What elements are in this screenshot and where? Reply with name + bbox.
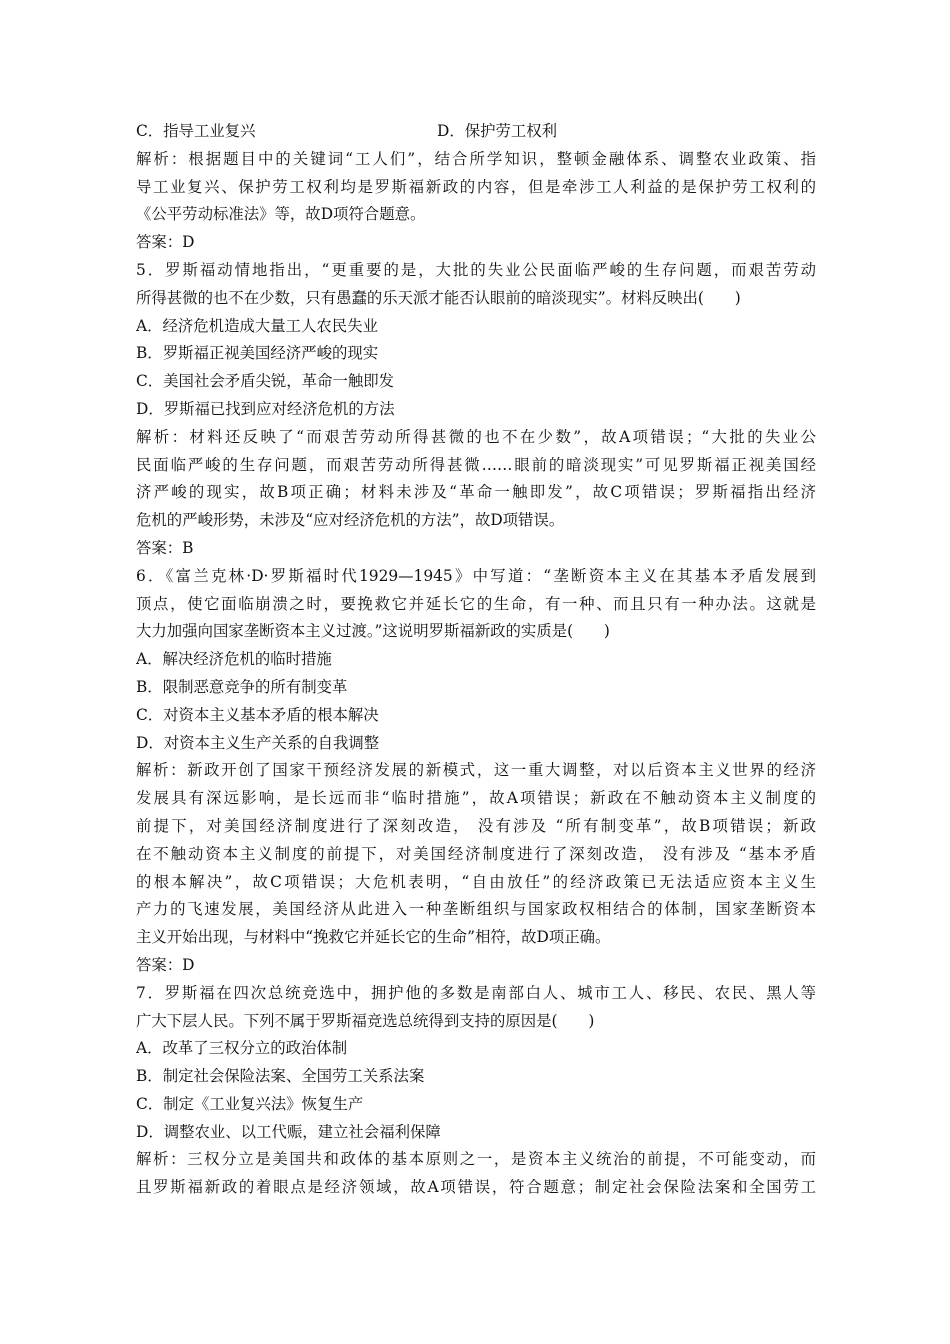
answer-line: 答案：D	[136, 955, 195, 974]
analysis-line: 前提下，对美国经济制度进行了深刻改造， 没有涉及 “所有制变革”，故B项错误；新政	[136, 816, 816, 835]
question-line: 7．罗斯福在四次总统竞选中，拥护他的多数是南部白人、城市工人、移民、农民、黑人等	[136, 983, 816, 1002]
option-a: A．解决经济危机的临时措施	[136, 650, 332, 669]
option-d: D．保护劳工权利	[437, 122, 558, 140]
analysis-line: 《公平劳动标准法》等，故D项符合题意。	[136, 205, 426, 224]
question-line: 大力加强向国家垄断资本主义过渡。”这说明罗斯福新政的实质是( )	[136, 622, 610, 641]
option-a: A．改革了三权分立的政治体制	[136, 1039, 348, 1058]
analysis-line: 解析：三权分立是美国共和政体的基本原则之一，是资本主义统治的前提，不可能变动，而	[136, 1150, 816, 1169]
option-row	[136, 118, 816, 146]
option-b: B．限制恶意竞争的所有制变革	[136, 677, 348, 696]
analysis-line: 导工业复兴、保护劳工权利均是罗斯福新政的内容，但是牵涉工人利益的是保护劳工权利的	[136, 177, 816, 196]
answer-line: 答案：B	[136, 538, 194, 557]
analysis-line: 解析：根据题目中的关键词“工人们”，结合所学知识，整顿金融体系、调整农业政策、指	[136, 149, 816, 168]
question-line: 所得甚微的也不在少数，只有愚蠢的乐天派才能否认眼前的暗淡现实”。材料反映出( )	[136, 288, 741, 307]
answer-line: 答案：D	[136, 233, 195, 252]
option-c: C．对资本主义基本矛盾的根本解决	[136, 705, 379, 724]
analysis-line: 民面临严峻的生存问题，而艰苦劳动所得甚微……眼前的暗淡现实”可见罗斯福正视美国经	[136, 455, 816, 474]
analysis-line: 解析：新政开创了国家干预经济发展的新模式，这一重大调整，对以后资本主义世界的经济	[136, 761, 816, 780]
analysis-line: 在不触动资本主义制度的前提下，对美国经济制度进行了深刻改造， 没有涉及 “基本矛盾	[136, 844, 816, 863]
option-b: B．罗斯福正视美国经济严峻的现实	[136, 344, 379, 363]
analysis-line: 产力的飞速发展，美国经济从此进入一种垄断组织与国家政权相结合的体制，国家垄断资本	[136, 900, 816, 919]
analysis-line: 发展具有深远影响，是长远而非“临时措施”，故A项错误；新政在不触动资本主义制度的	[136, 789, 816, 808]
analysis-line: 且罗斯福新政的着眼点是经济领域，故A项错误，符合题意；制定社会保险法案和全国劳工	[136, 1178, 816, 1197]
option-a: A．经济危机造成大量工人农民失业	[136, 316, 378, 335]
analysis-line: 主义开始出现，与材料中“挽救它并延长它的生命”相符，故D项正确。	[136, 928, 611, 947]
analysis-line: 的根本解决”，故C项错误；大危机表明，“自由放任”的经济政策已无法适应资本主义生	[136, 872, 816, 891]
option-d: D．调整农业、以工代赈，建立社会福利保障	[136, 1122, 441, 1141]
document-page	[136, 118, 816, 1202]
question-line: 顶点，使它面临崩溃之时，要挽救它并延长它的生命，有一种、而且只有一种办法。这就是	[136, 594, 816, 613]
option-d: D．罗斯福已找到应对经济危机的方法	[136, 399, 395, 418]
option-b: B．制定社会保险法案、全国劳工关系法案	[136, 1067, 425, 1086]
analysis-line: 危机的严峻形势，未涉及“应对经济危机的方法”，故D项错误。	[136, 511, 565, 530]
analysis-line: 济严峻的现实，故B项正确；材料未涉及“革命一触即发”，故C项错误；罗斯福指出经济	[136, 483, 816, 502]
question-line: 6．《富兰克林·D·罗斯福时代1929—1945》中写道：“垄断资本主义在其基本矛盾发展到	[136, 566, 816, 585]
question-line: 5．罗斯福动情地指出，“更重要的是，大批的失业公民面临严峻的生存问题，而艰苦劳动	[136, 260, 816, 279]
option-c: C．指导工业复兴	[136, 122, 256, 140]
option-c: C．制定《工业复兴法》恢复生产	[136, 1094, 364, 1113]
analysis-line: 解析：材料还反映了“而艰苦劳动所得甚微的也不在少数”，故A项错误；“大批的失业公	[136, 427, 816, 446]
option-c: C．美国社会矛盾尖锐，革命一触即发	[136, 372, 395, 391]
question-line: 广大下层人民。下列不属于罗斯福竞选总统得到支持的原因是( )	[136, 1011, 595, 1030]
option-d: D．对资本主义生产关系的自我调整	[136, 733, 380, 752]
